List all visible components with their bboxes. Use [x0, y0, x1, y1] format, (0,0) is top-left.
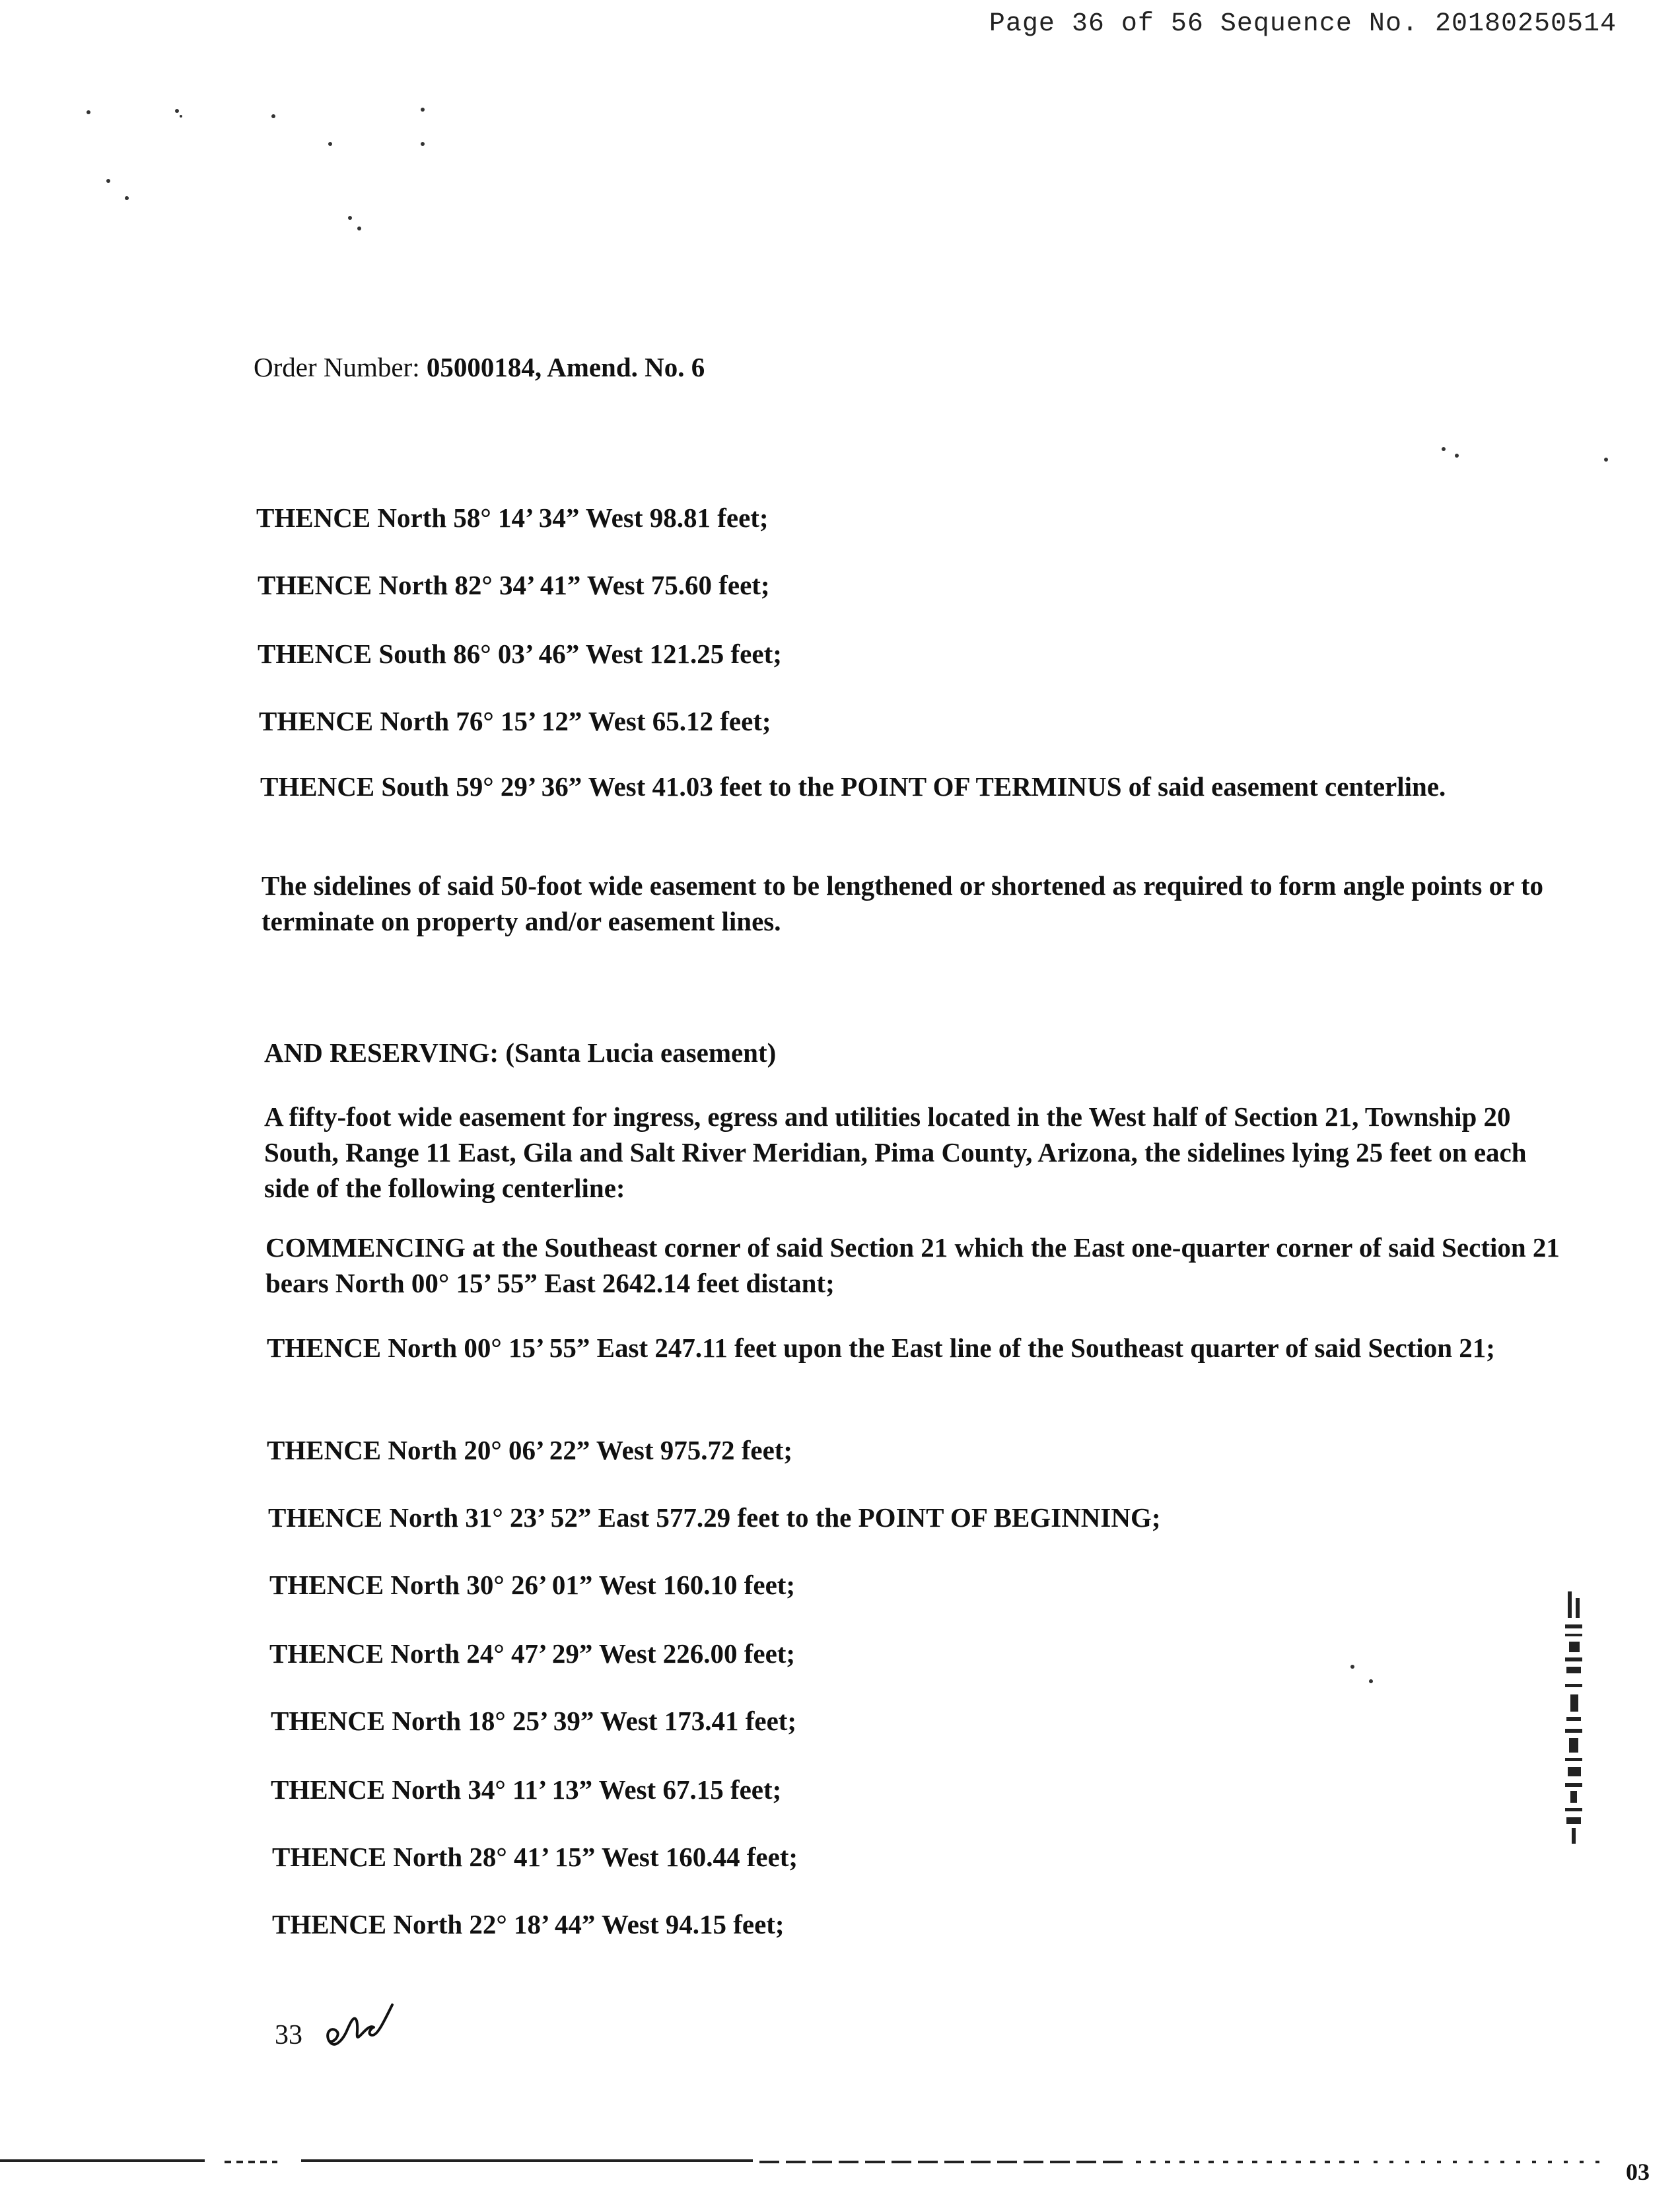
course-line: THENCE North 18° 25’ 39” West 173.41 feet;: [271, 1706, 797, 1736]
sidelines-paragraph: The sidelines of said 50-foot wide easement to be lengthened or shortened as required to form angle points or to terminate on property and/or easement lines.: [262, 870, 1543, 936]
course-line: THENCE North 82° 34’ 41” West 75.60 feet;: [258, 570, 770, 600]
easement-description: A fifty-foot wide easement for ingress, egress and utilities located in the West half of Section 21, Township 20 South, Range 11 East, Gila and Salt River Meridian, Pima County, Arizona, the sidelines lying 25 feet on each side of the following centerline:: [264, 1101, 1527, 1203]
footer-rule: [0, 2147, 1680, 2174]
order-number-label: Order Number:: [254, 352, 420, 382]
terminus-paragraph: THENCE South 59° 29’ 36” West 41.03 feet to the POINT OF TERMINUS of said easement centerline.: [260, 771, 1446, 802]
course-line: THENCE North 76° 15’ 12” West 65.12 feet;: [259, 706, 771, 736]
recording-stamp: [1556, 1585, 1595, 1849]
course-line: THENCE North 20° 06’ 22” West 975.72 feet;: [267, 1435, 793, 1465]
course-line: THENCE North 30° 26’ 01” West 160.10 feet;: [269, 1570, 796, 1600]
commencing-paragraph: COMMENCING at the Southeast corner of said Section 21 which the East one-quarter corner of said Section 21 bears North 00° 15’ 55” East 2642.14 feet distant;: [265, 1232, 1560, 1298]
course-line: THENCE North 24° 47’ 29” West 226.00 feet;: [269, 1638, 796, 1669]
order-number: [254, 351, 705, 383]
east-line-paragraph: THENCE North 00° 15’ 55” East 247.11 feet upon the East line of the Southeast quarter of said Section 21;: [267, 1333, 1495, 1363]
corner-mark: 03: [1626, 2159, 1650, 2185]
course-line: THENCE North 58° 14’ 34” West 98.81 feet;: [256, 503, 769, 533]
order-number-value: 05000184, Amend. No. 6: [426, 352, 705, 382]
course-line: THENCE North 31° 23’ 52” East 577.29 feet to the POINT OF BEGINNING;: [268, 1502, 1161, 1533]
reserving-heading: AND RESERVING: (Santa Lucia easement): [264, 1037, 777, 1068]
page-number: 33: [275, 2020, 302, 2050]
page-sequence-header: Page 36 of 56 Sequence No. 20180250514: [989, 9, 1617, 39]
course-line: THENCE North 22° 18’ 44” West 94.15 feet;: [272, 1909, 785, 1939]
handwritten-initials: [324, 1994, 396, 2054]
course-line: THENCE North 34° 11’ 13” West 67.15 feet;: [271, 1774, 782, 1805]
course-line: THENCE North 28° 41’ 15” West 160.44 feet;: [272, 1842, 798, 1872]
course-line: THENCE South 86° 03’ 46” West 121.25 feet;: [258, 639, 782, 669]
